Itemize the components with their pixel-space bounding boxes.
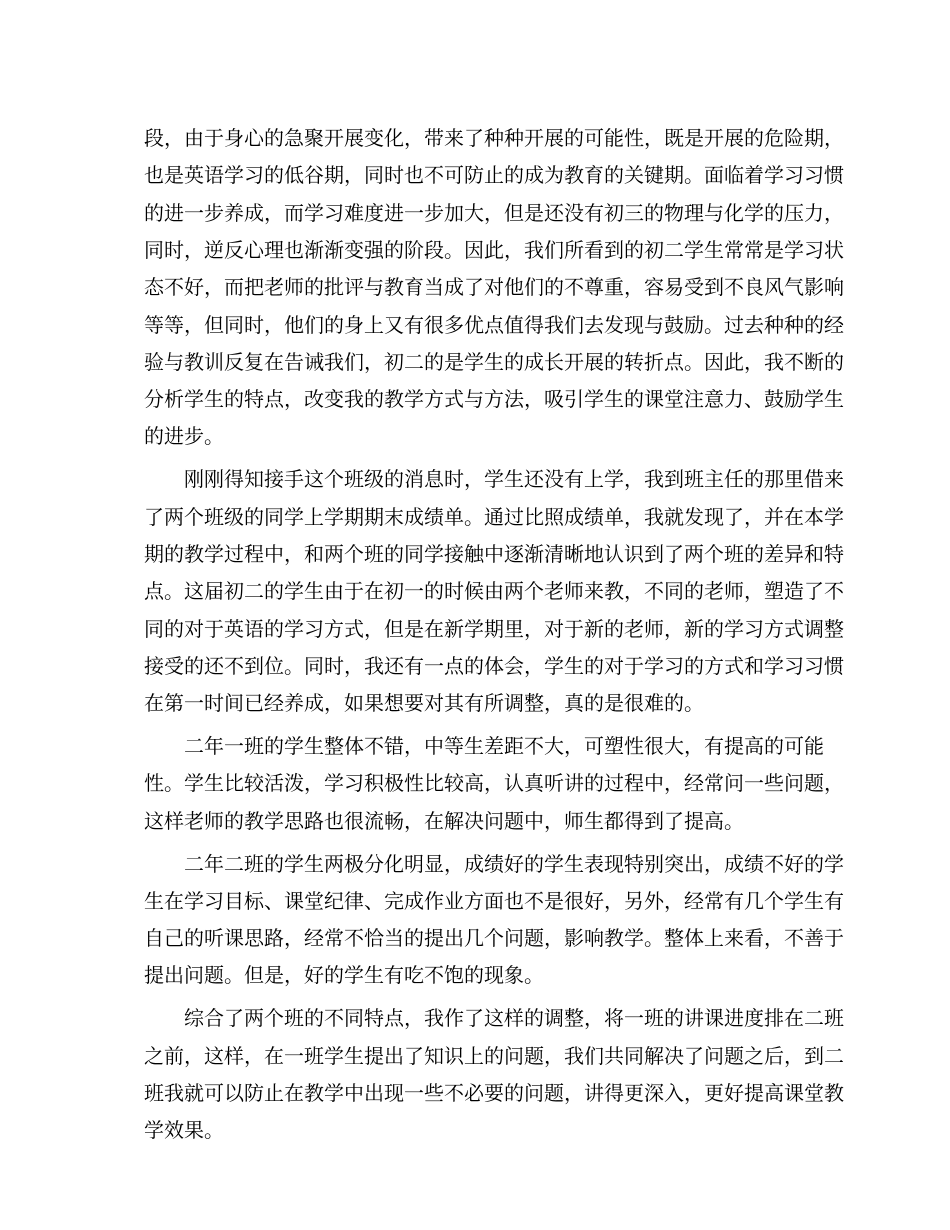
paragraph-line: 同的对于英语的学习方式，但是在新学期里，对于新的老师，新的学习方式调整 (144, 616, 844, 641)
paragraph-line: 等等，但同时，他们的身上又有很多优点值得我们去发现与鼓励。过去种种的经 (144, 312, 844, 337)
paragraph-line: 班我就可以防止在教学中出现一些不必要的问题，讲得更深入，更好提高课堂教 (144, 1080, 844, 1105)
paragraph-line: 生在学习目标、课堂纪律、完成作业方面也不是很好，另外，经常有几个学生有 (144, 888, 844, 913)
paragraph-line: 期的教学过程中，和两个班的同学接触中逐渐清晰地认识到了两个班的差异和特 (144, 541, 844, 566)
paragraph-line: 分析学生的特点，改变我的教学方式与方法，吸引学生的课堂注意力、鼓励学生 (144, 387, 844, 412)
paragraph-line: 刚刚得知接手这个班级的消息时，学生还没有上学，我到班主任的那里借来 (184, 467, 844, 492)
paragraph-line: 这样老师的教学思路也很流畅，在解决问题中，师生都得到了提高。 (144, 808, 744, 833)
paragraph-line: 自己的听课思路，经常不恰当的提出几个问题，影响教学。整体上来看，不善于 (144, 926, 844, 951)
paragraph-line: 接受的还不到位。同时，我还有一点的体会，学生的对于学习的方式和学习习惯 (144, 653, 844, 678)
paragraph-line: 之前，这样，在一班学生提出了知识上的问题，我们共同解决了问题之后，到二 (144, 1043, 844, 1068)
paragraph-line: 提出问题。但是，好的学生有吃不饱的现象。 (144, 963, 544, 988)
paragraph-line: 性。学生比较活泼，学习积极性比较高，认真听讲的过程中，经常问一些问题， (144, 771, 844, 796)
paragraph-line: 了两个班级的同学上学期期末成绩单。通过比照成绩单，我就发现了，并在本学 (144, 504, 844, 529)
paragraph-line: 验与教训反复在告诫我们，初二的是学生的成长开展的转折点。因此，我不断的 (144, 349, 844, 374)
paragraph-line: 学效果。 (144, 1118, 224, 1143)
paragraph-line: 段，由于身心的急聚开展变化，带来了种种开展的可能性，既是开展的危险期， (144, 126, 844, 150)
paragraph-line: 综合了两个班的不同特点，我作了这样的调整，将一班的讲课进度排在二班 (184, 1006, 844, 1031)
paragraph-line: 的进一步养成，而学习难度进一步加大，但是还没有初三的物理与化学的压力， (144, 200, 844, 225)
paragraph-line: 点。这届初二的学生由于在初一的时候由两个老师来教，不同的老师，塑造了不 (144, 579, 844, 604)
paragraph-line: 态不好，而把老师的批评与教育当成了对他们的不尊重，容易受到不良风气影响 (144, 275, 844, 300)
paragraph-line: 二年一班的学生整体不错，中等生差距不大，可塑性很大，有提高的可能 (184, 734, 824, 758)
paragraph-line: 同时，逆反心理也渐渐变强的阶段。因此，我们所看到的初二学生常常是学习状 (144, 237, 844, 262)
paragraph-line: 的进步。 (144, 424, 224, 449)
paragraph-line: 也是英语学习的低谷期，同时也不可防止的成为教育的关键期。面临着学习习惯 (144, 163, 844, 188)
paragraph-line: 在第一时间已经养成，如果想要对其有所调整，真的是很难的。 (144, 691, 704, 716)
paragraph-line: 二年二班的学生两极分化明显，成绩好的学生表现特别突出，成绩不好的学 (184, 851, 844, 876)
